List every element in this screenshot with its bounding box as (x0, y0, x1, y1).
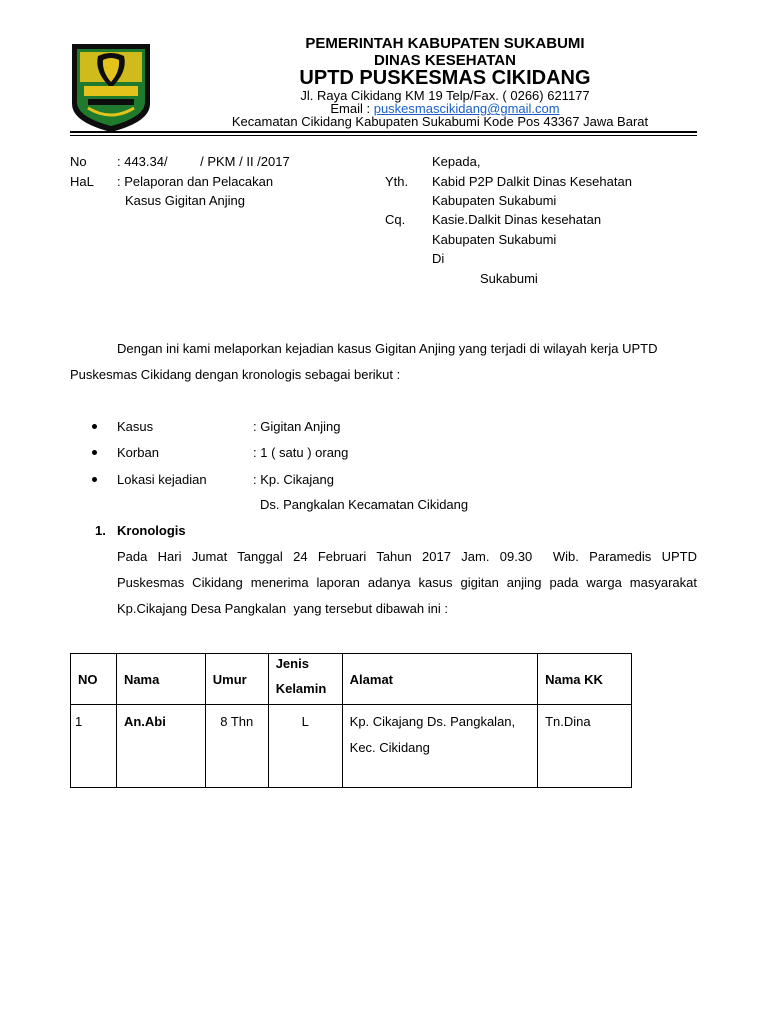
th-jenis: Jenis (275, 656, 309, 671)
hal-value-2: Kasus Gigitan Anjing (125, 193, 245, 208)
item-value: : 1 ( satu ) orang (253, 445, 349, 460)
chronology-line-3: Kp.Cikajang Desa Pangkalan yang tersebut dibawah ini : (117, 601, 448, 616)
victim-table (70, 653, 632, 788)
cell-umur: 8 Thn (205, 705, 268, 788)
intro-line-2: Puskesmas Cikidang dengan kronologis sebagai berikut : (70, 367, 401, 382)
di-label: Di (432, 251, 445, 266)
cell-nama-kk: Tn.Dina (538, 705, 632, 788)
header-government: PEMERINTAH KABUPATEN SUKABUMI (305, 35, 585, 52)
kepada: Kepada, (432, 154, 481, 169)
header-rule-thick (70, 131, 697, 133)
cq-label: Cq. (385, 212, 406, 227)
header-agency: DINAS KESEHATAN (374, 52, 516, 69)
header-rule-thin (70, 135, 697, 136)
bullet-icon (92, 450, 97, 455)
header-institution: UPTD PUSKESMAS CIKIDANG (299, 67, 591, 89)
cq-value-2: Kabupaten Sukabumi (432, 232, 557, 247)
cell-nama: An.Abi (116, 705, 205, 788)
no-value: : 443.34/ / PKM / II /2017 (117, 154, 290, 169)
item-label: Korban (117, 445, 159, 460)
yth-value-1: Kabid P2P Dalkit Dinas Kesehatan (432, 174, 632, 189)
th-alamat: Alamat (342, 654, 537, 705)
city: Sukabumi (480, 271, 538, 286)
header-address: Jl. Raya Cikidang KM 19 Telp/Fax. ( 0266) 621177 (300, 88, 590, 103)
th-kelamin: Kelamin (275, 681, 327, 696)
email-label: Email : (330, 101, 374, 116)
section-number: 1. (95, 523, 106, 538)
intro-line-1: Dengan ini kami melaporkan kejadian kasus Gigitan Anjing yang terjadi di wilayah kerja UPTD (117, 341, 658, 356)
location-continued: Ds. Pangkalan Kecamatan Cikidang (260, 497, 469, 512)
header-district: Kecamatan Cikidang Kabupaten Sukabumi Kode Pos 43367 Jawa Barat (231, 114, 649, 129)
cell-alamat-1: Kp. Cikajang Ds. Pangkalan, (349, 714, 516, 729)
item-label: Kasus (117, 419, 154, 434)
cell-no: 1 (71, 705, 117, 788)
sukabumi-logo (70, 42, 152, 134)
email-link[interactable]: puskesmascikidang@gmail.com (373, 101, 560, 116)
th-nama: Nama (116, 654, 205, 705)
th-jenis-kelamin (268, 654, 342, 705)
th-umur: Umur (205, 654, 268, 705)
cell-alamat (342, 705, 537, 788)
cq-value-1: Kasie.Dalkit Dinas kesehatan (432, 212, 602, 227)
yth-label: Yth. (385, 174, 409, 189)
hal-label: HaL (70, 174, 94, 189)
cell-alamat-2: Kec. Cikidang (349, 740, 430, 755)
th-nama-kk: Nama KK (538, 654, 632, 705)
item-value: : Kp. Cikajang (253, 472, 334, 487)
th-no: NO (71, 654, 117, 705)
table-row (71, 705, 632, 788)
bullet-icon (92, 424, 97, 429)
no-label: No (70, 154, 87, 169)
bullet-icon (92, 477, 97, 482)
section-title: Kronologis (117, 523, 186, 538)
hal-value-1: : Pelaporan dan Pelacakan (117, 174, 274, 189)
chronology-line-2: Puskesmas Cikidang menerima laporan adanya kasus gigitan anjing pada warga masyarakat (117, 575, 697, 590)
item-label: Lokasi kejadian (117, 472, 207, 487)
cell-jk: L (268, 705, 342, 788)
yth-value-2: Kabupaten Sukabumi (432, 193, 557, 208)
item-value: : Gigitan Anjing (253, 419, 341, 434)
chronology-line-1: Pada Hari Jumat Tanggal 24 Februari Tahun 2017 Jam. 09.30 Wib. Paramedis UPTD (117, 549, 697, 564)
table-header-row (71, 654, 632, 705)
